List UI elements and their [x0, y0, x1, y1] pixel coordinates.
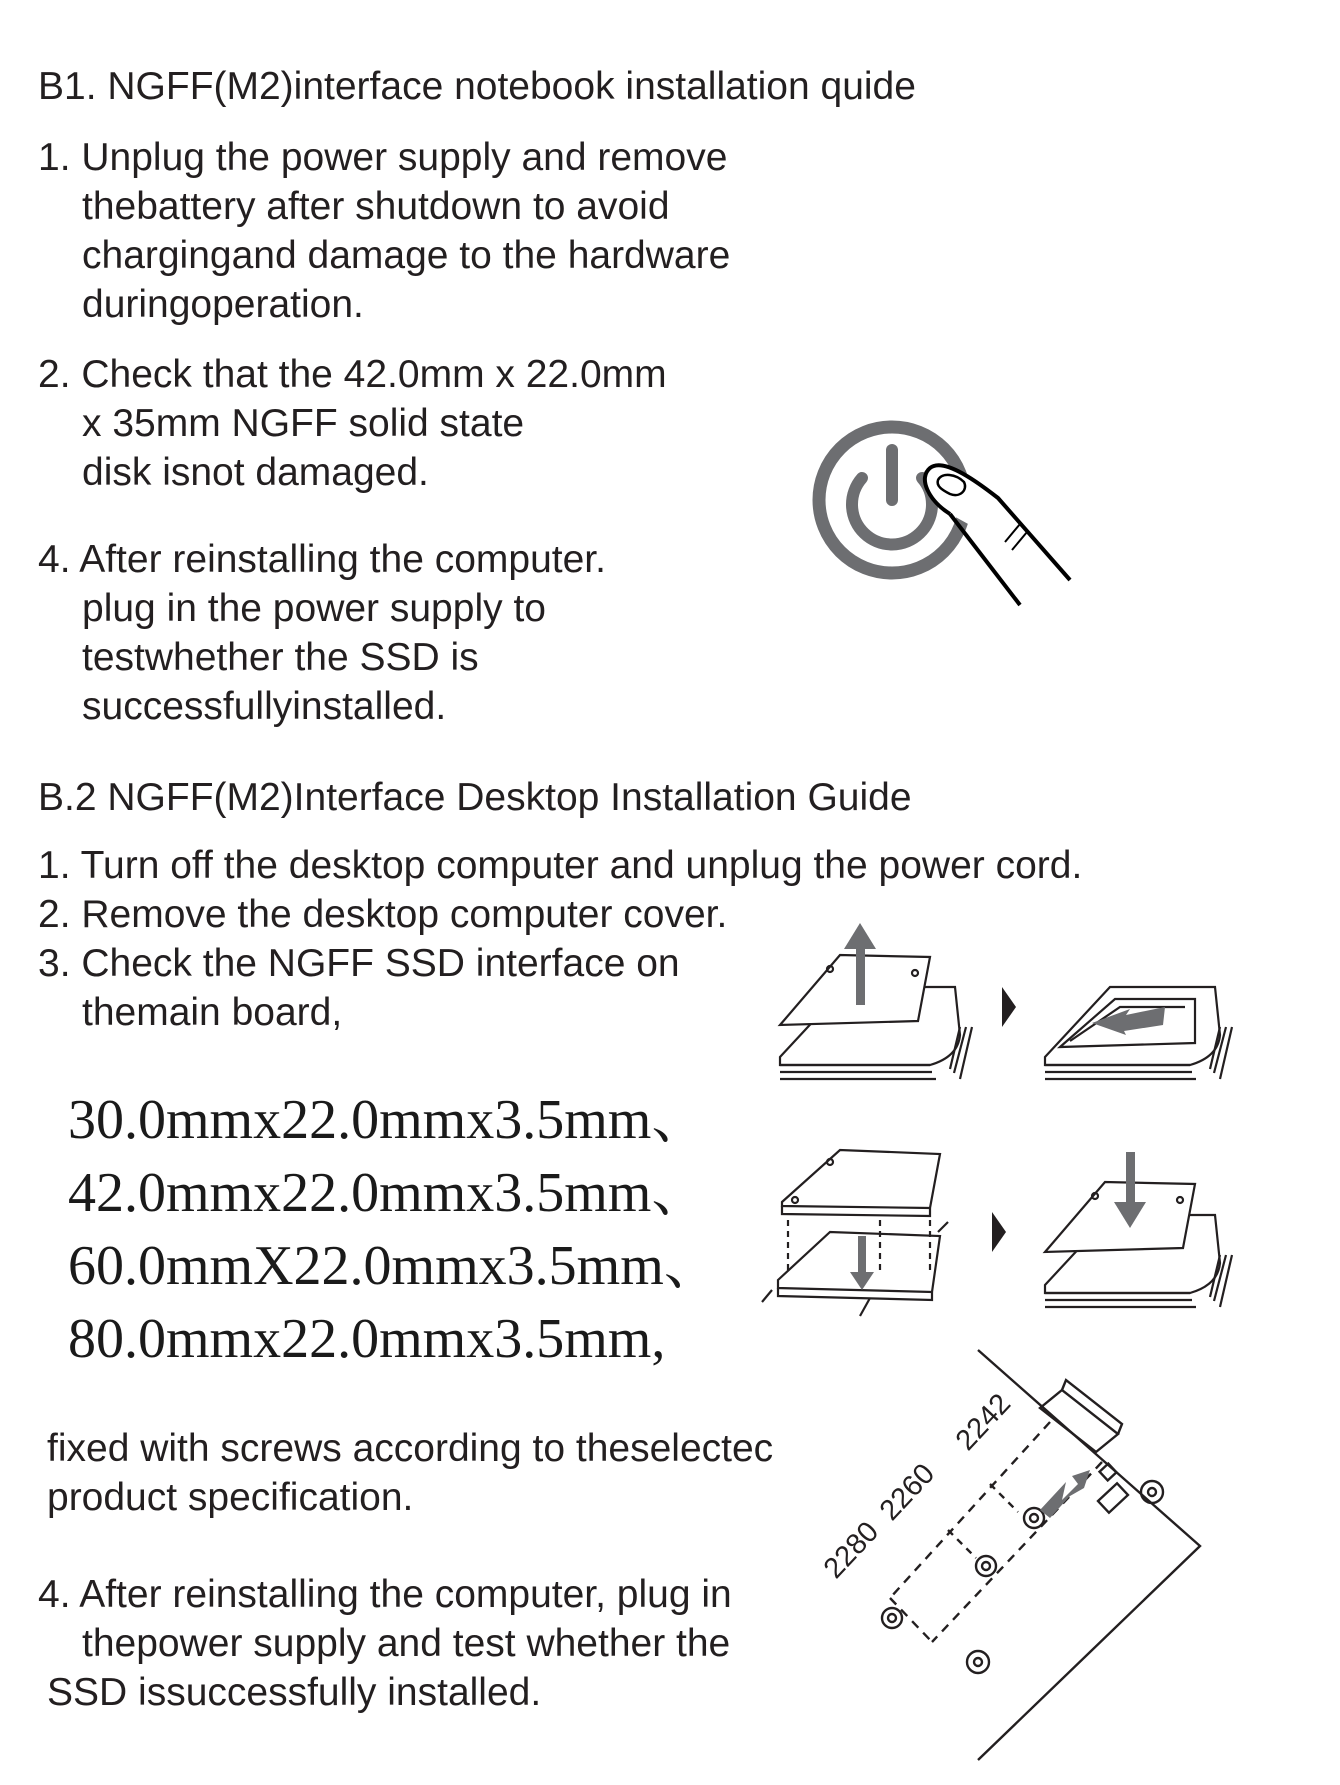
- size-spec-80mm: 80.0mmx22.0mmx3.5mm,: [68, 1308, 666, 1370]
- b1-step4-line3: testwhether the SSD is: [82, 636, 479, 679]
- b1-step2-line3: disk isnot damaged.: [82, 451, 429, 494]
- b2-step2: 2. Remove the desktop computer cover.: [38, 893, 728, 936]
- b1-step1-line2: thebattery after shutdown to avoid: [82, 185, 670, 228]
- b2-step4-line3: SSD issuccessfully installed.: [47, 1671, 542, 1714]
- m2-slot-board-illustration: [800, 1350, 1220, 1770]
- size-spec-42mm: 42.0mmx22.0mmx3.5mm、: [68, 1162, 708, 1224]
- b2-fixed-line1: fixed with screws according to theselectec: [47, 1427, 774, 1470]
- length-label-2280: 2280: [817, 1515, 886, 1585]
- size-spec-30mm: 30.0mmx22.0mmx3.5mm、: [68, 1089, 708, 1151]
- laptop-cover-removal-illustration: [770, 915, 1240, 1090]
- b1-step1-line3: chargingand damage to the hardware: [82, 234, 731, 277]
- b1-step4-line2: plug in the power supply to: [82, 587, 546, 630]
- b1-step1-line4: duringoperation.: [82, 283, 364, 326]
- b1-step1-line1: 1. Unplug the power supply and remove: [38, 136, 728, 179]
- b2-fixed-line2: product specification.: [47, 1476, 414, 1519]
- size-spec-60mm: 60.0mmX22.0mmx3.5mm、: [68, 1235, 720, 1297]
- ssd-insertion-illustration: [760, 1140, 1240, 1330]
- section-b1-heading: B1. NGFF(M2)interface notebook installation quide: [38, 65, 916, 108]
- b1-step4-line1: 4. After reinstalling the computer.: [38, 538, 606, 581]
- b2-step3-line1: 3. Check the NGFF SSD interface on: [38, 942, 680, 985]
- length-label-2260: 2260: [873, 1457, 942, 1527]
- b2-step1: 1. Turn off the desktop computer and unplug the power cord.: [38, 844, 1083, 887]
- b1-step4-line4: successfullyinstalled.: [82, 685, 447, 728]
- b1-step2-line1: 2. Check that the 42.0mm x 22.0mm: [38, 353, 667, 396]
- b1-step2-line2: x 35mm NGFF solid state: [82, 402, 525, 445]
- b2-step3-line2: themain board,: [82, 991, 343, 1034]
- section-b2-heading: B.2 NGFF(M2)Interface Desktop Installation Guide: [38, 776, 912, 819]
- b2-step4-line2: thepower supply and test whether the: [82, 1622, 731, 1665]
- length-label-2242: 2242: [949, 1387, 1018, 1457]
- power-button-press-icon: [800, 420, 1090, 620]
- b2-step4-line1: 4. After reinstalling the computer, plug in: [38, 1573, 732, 1616]
